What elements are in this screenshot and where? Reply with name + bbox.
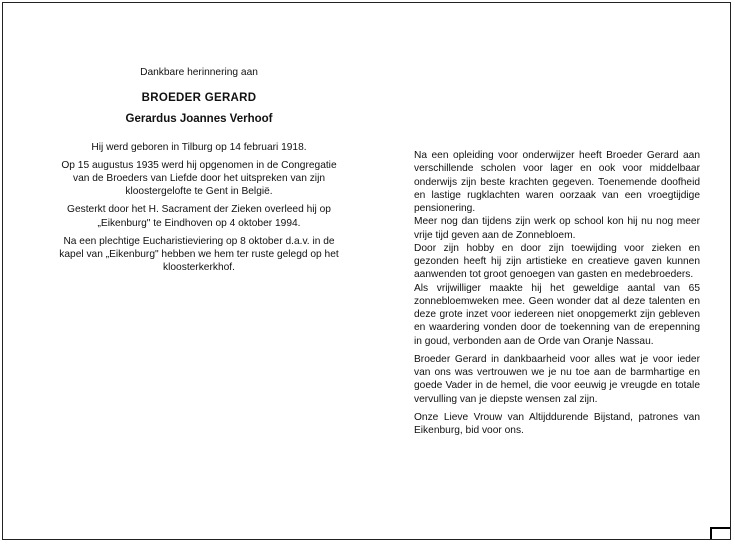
profession-paragraph: Op 15 augustus 1935 werd hij opgenomen in de Congregatie van de Broeders van Liefde door het uitspreken van zijn kloostergelofte te Gent in België. [61, 159, 337, 198]
deceased-full-name: Gerardus Joannes Verhoof [125, 113, 273, 126]
corner-mark [710, 527, 730, 539]
deceased-name: BROEDER GERARD [141, 92, 257, 105]
prayer-paragraph: Onze Lieve Vrouw van Altijddurende Bijstand, patrones van Eikenburg, bid voor ons. [414, 411, 700, 436]
right-column [414, 149, 700, 437]
career-paragraph: Na een opleiding voor onderwijzer heeft Broeder Gerard aan verschillende scholen voor lager en ook voor middelbaar onderwijs zijn beste krachten gegeven. Toenemende doofheid en lastige rugklachten waren oorzaak van een vroegtijdige pensionering. [414, 150, 700, 214]
hobby-paragraph: Door zijn hobby en door zijn toewijding voor zieken en gezonden heeft hij zijn artistieke en creatieve gaven kunnen aanwenden tot groot genoegen van gasten en medebroeders. [414, 242, 700, 281]
death-paragraph: Gesterkt door het H. Sacrament der Zieken overleed hij op „Eikenburg" te Eindhoven op 4 oktober 1994. [67, 204, 331, 229]
burial-paragraph: Na een plechtige Eucharistieviering op 8 oktober d.a.v. in de kapel van „Eikenburg" hebben we hem ter ruste gelegd op het kloosterkerkhof. [59, 235, 339, 274]
intro-text: Dankbare herinnering aan [140, 67, 258, 78]
left-column [56, 66, 342, 279]
volunteer-paragraph: Als vrijwilliger maakte hij het geweldige aantal van 65 zonnebloemweken mee. Geen wonder dat al deze talenten en deze grote inzet voor iedereen niet onopgemerkt zijn gebleven en waardering vonden door de toekenning van de erepenning in goud, verbonden aan de Orde van Oranje Nassau. [414, 282, 700, 347]
zonnebloem-paragraph: Meer nog dan tijdens zijn werk op school kon hij nu nog meer vrije tijd geven aan de Zonnebloem. [414, 216, 700, 241]
birth-paragraph: Hij werd geboren in Tilburg op 14 februari 1918. [91, 141, 307, 153]
farewell-paragraph: Broeder Gerard in dankbaarheid voor alles wat je voor ieder van ons was vertrouwen we je nu toe aan de barmhartige en goede Vader in de hemel, die voor eeuwig je vreugde en totale vervulling van je diepste wensen zal zijn. [414, 353, 700, 405]
